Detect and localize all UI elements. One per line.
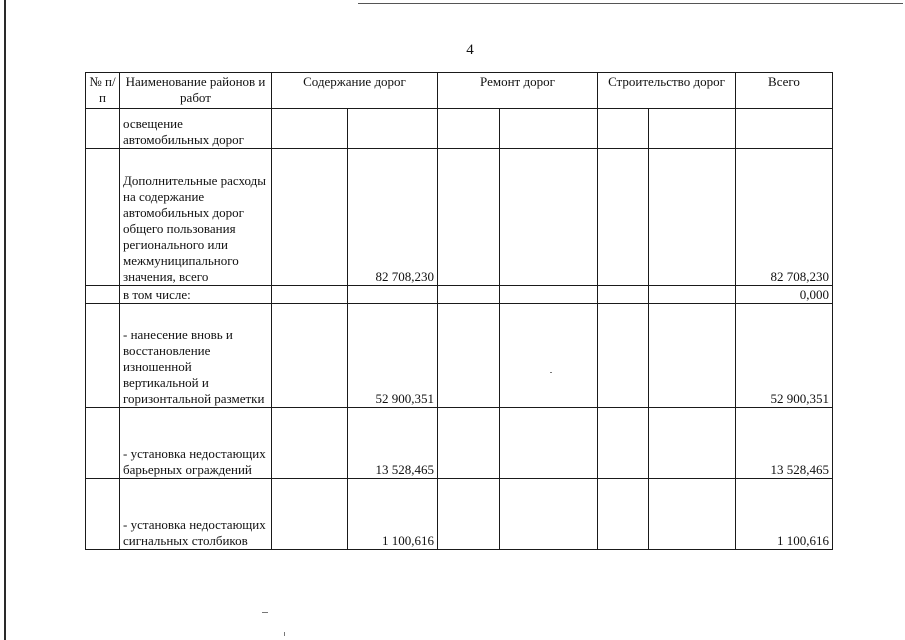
table-row <box>86 149 833 286</box>
header-construction: Строительство дорог <box>598 73 736 109</box>
table-row <box>86 286 833 304</box>
repair-sub <box>438 408 500 479</box>
maintenance-sub <box>272 149 348 286</box>
scan-speck <box>262 612 268 613</box>
construction-sub <box>598 149 649 286</box>
total-value <box>736 109 833 149</box>
repair-sub <box>438 149 500 286</box>
construction-value <box>649 304 736 408</box>
construction-value <box>649 286 736 304</box>
table-row <box>86 304 833 408</box>
maintenance-value: 13 528,465 <box>348 408 438 479</box>
road-funding-table <box>85 72 833 550</box>
repair-value <box>500 109 598 149</box>
scan-left-edge <box>4 0 6 640</box>
maintenance-sub <box>272 408 348 479</box>
header-total: Всего <box>736 73 833 109</box>
construction-value <box>649 479 736 550</box>
repair-sub <box>438 479 500 550</box>
scan-speck <box>284 632 285 636</box>
maintenance-sub <box>272 304 348 408</box>
maintenance-value: 82 708,230 <box>348 149 438 286</box>
construction-value <box>649 109 736 149</box>
maintenance-value: 52 900,351 <box>348 304 438 408</box>
construction-value <box>649 408 736 479</box>
total-value: 52 900,351 <box>736 304 833 408</box>
maintenance-value: 1 100,616 <box>348 479 438 550</box>
header-num: № п/п <box>86 73 120 109</box>
header-maintenance: Содержание дорог <box>272 73 438 109</box>
repair-value <box>500 479 598 550</box>
row-num <box>86 109 120 149</box>
table-row <box>86 479 833 550</box>
construction-sub <box>598 286 649 304</box>
row-name: - установка недостающих барьерных ограждений <box>120 408 272 479</box>
row-num <box>86 304 120 408</box>
repair-value <box>500 149 598 286</box>
row-name: Дополнительные расходы на содержание автомобильных дорог общего пользования регионального или межмуниципального значения, всего <box>120 149 272 286</box>
header-row <box>86 73 833 109</box>
repair-value <box>500 304 598 408</box>
header-name: Наименование районов и работ <box>120 73 272 109</box>
repair-sub <box>438 286 500 304</box>
total-value: 0,000 <box>736 286 833 304</box>
construction-sub <box>598 479 649 550</box>
page-number: 4 <box>466 42 474 58</box>
maintenance-sub <box>272 479 348 550</box>
row-num <box>86 286 120 304</box>
repair-sub <box>438 304 500 408</box>
row-name: - установка недостающих сигнальных столбиков <box>120 479 272 550</box>
row-name: освещение автомобильных дорог <box>120 109 272 149</box>
header-rule <box>358 3 903 4</box>
repair-value <box>500 408 598 479</box>
construction-value <box>649 149 736 286</box>
maintenance-value <box>348 286 438 304</box>
total-value: 13 528,465 <box>736 408 833 479</box>
repair-value <box>500 286 598 304</box>
row-num <box>86 479 120 550</box>
repair-sub <box>438 109 500 149</box>
row-num <box>86 149 120 286</box>
total-value: 1 100,616 <box>736 479 833 550</box>
construction-sub <box>598 408 649 479</box>
maintenance-value <box>348 109 438 149</box>
total-value: 82 708,230 <box>736 149 833 286</box>
construction-sub <box>598 109 649 149</box>
header-repair: Ремонт дорог <box>438 73 598 109</box>
row-num <box>86 408 120 479</box>
table-row <box>86 109 833 149</box>
maintenance-sub <box>272 286 348 304</box>
construction-sub <box>598 304 649 408</box>
table-row <box>86 408 833 479</box>
maintenance-sub <box>272 109 348 149</box>
row-name: - нанесение вновь и восстановление изношенной вертикальной и горизонтальной разметки <box>120 304 272 408</box>
row-name: в том числе: <box>120 286 272 304</box>
